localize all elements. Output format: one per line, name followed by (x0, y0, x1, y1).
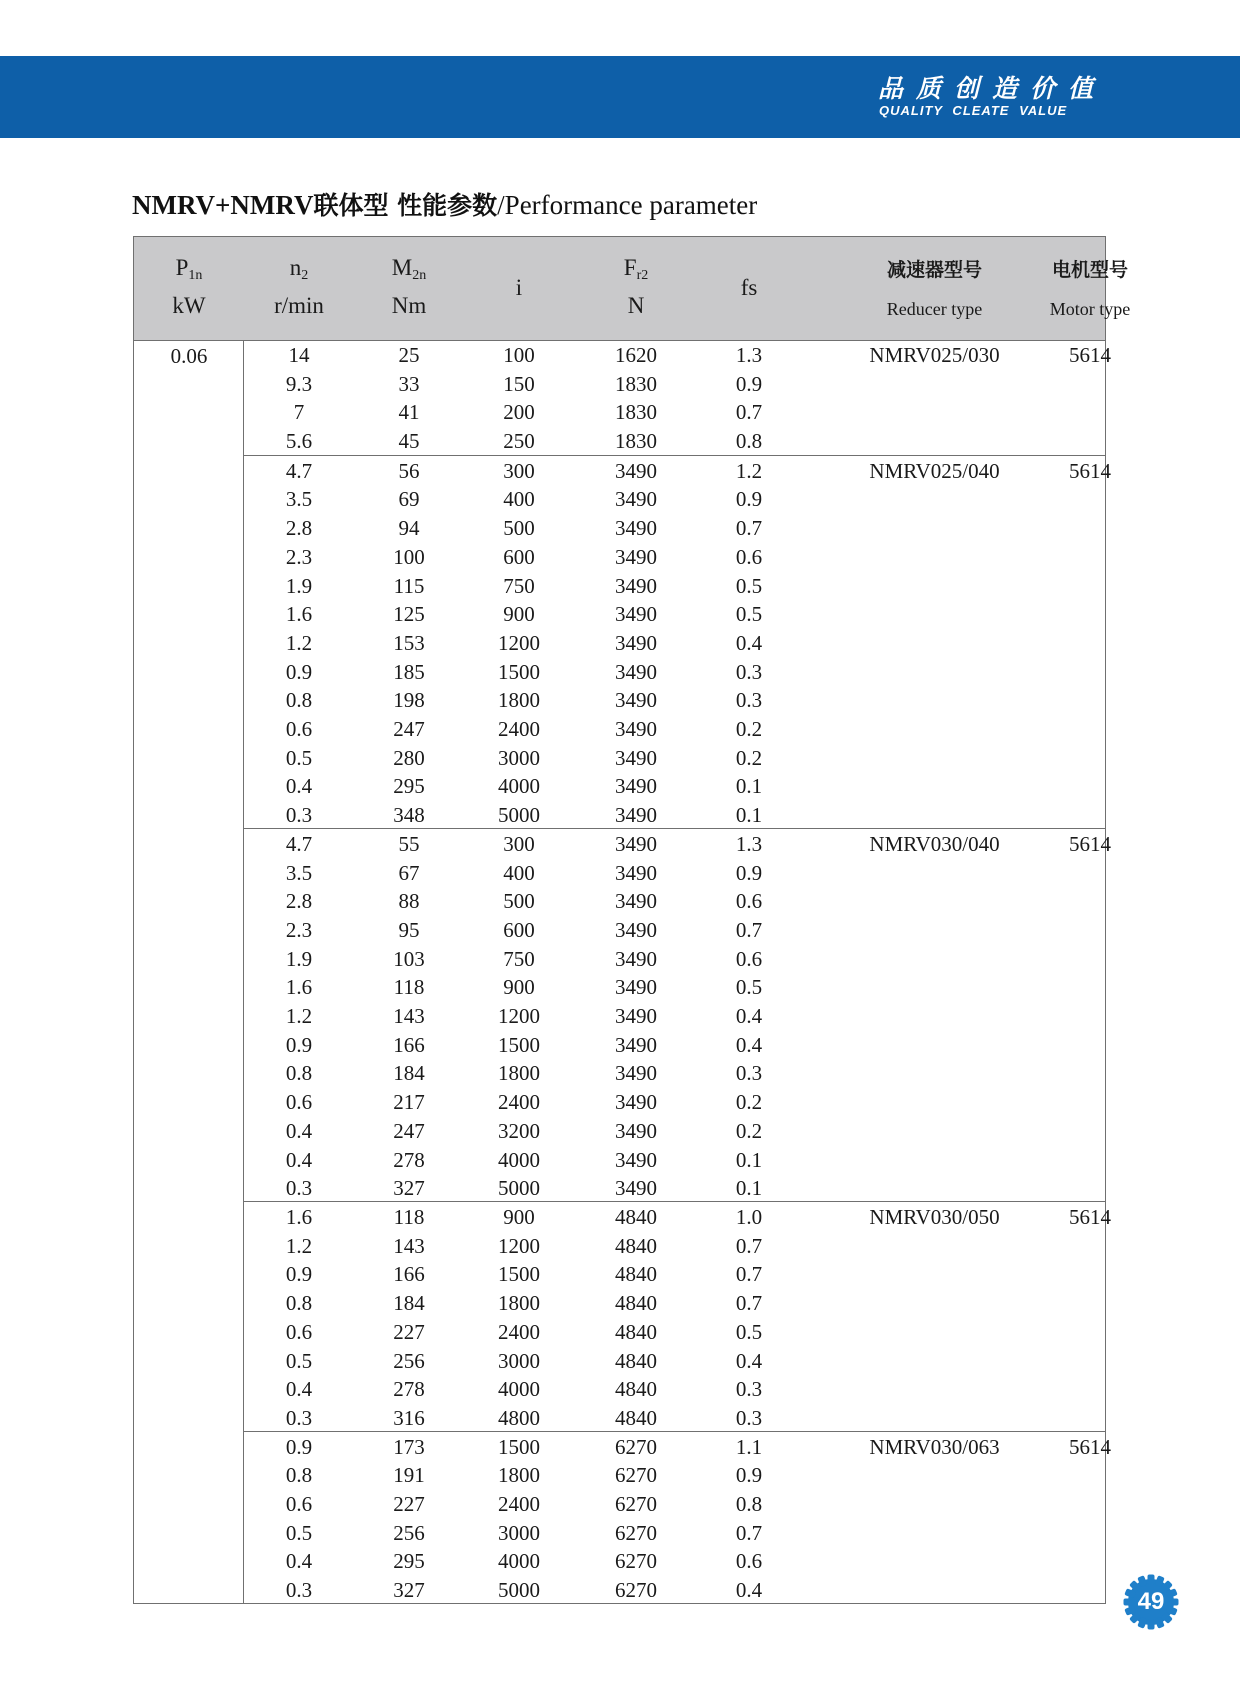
n2-cell: 0.8 (285, 1061, 313, 1086)
fs-cell: 0.7 (735, 1520, 763, 1545)
ratio-cell: 200 (503, 400, 535, 425)
fr2-cell: 3490 (615, 544, 657, 569)
n2-cell: 0.6 (285, 1090, 313, 1115)
ratio-cell: 1800 (498, 1291, 540, 1316)
ratio-cell: 3000 (498, 1348, 540, 1373)
m2n-cell: 295 (393, 774, 425, 799)
ratio-cell: 500 (503, 889, 535, 914)
slogan-english: QUALITY CLEATE VALUE (879, 103, 1068, 118)
ratio-cell: 250 (503, 429, 535, 454)
reducer-group (244, 455, 1111, 828)
m2n-cell: 184 (393, 1061, 425, 1086)
m2n-cell: 56 (398, 458, 420, 483)
table-row (244, 1289, 1105, 1318)
m2n-cell: 198 (393, 688, 425, 713)
ratio-cell: 1800 (498, 1463, 540, 1488)
table-row (244, 514, 1105, 543)
fr2-cell: 6270 (615, 1520, 657, 1545)
reducer-group (244, 1201, 1111, 1431)
table-row (244, 629, 1105, 658)
fr2-cell: 3490 (615, 487, 657, 512)
fs-cell: 0.1 (735, 1176, 763, 1201)
ratio-cell: 300 (503, 831, 535, 856)
m2n-cell: 185 (393, 659, 425, 684)
table-row (244, 398, 1105, 427)
table-row (244, 801, 1105, 830)
n2-cell: 0.4 (285, 1118, 313, 1143)
m2n-cell: 184 (393, 1291, 425, 1316)
fr2-cell: 3490 (615, 860, 657, 885)
motor-type-cell: 5614 (1069, 343, 1111, 367)
fs-cell: 0.9 (735, 1463, 763, 1488)
fr2-cell: 4840 (615, 1291, 657, 1316)
fr2-cell: 4840 (615, 1377, 657, 1402)
motor-type-cell: 5614 (1069, 831, 1111, 856)
m2n-cell: 118 (393, 1205, 425, 1229)
ratio-cell: 600 (503, 544, 535, 569)
n2-cell: 2.8 (285, 889, 313, 914)
ratio-cell: 900 (503, 602, 535, 627)
m2n-cell: 33 (398, 371, 420, 396)
fs-cell: 0.8 (735, 1491, 763, 1516)
fs-cell: 0.4 (735, 1004, 763, 1029)
table-row (244, 457, 1111, 486)
table-row (244, 1117, 1105, 1146)
m2n-cell: 125 (393, 602, 425, 627)
ratio-cell: 1500 (498, 1262, 540, 1287)
table-row (244, 1347, 1105, 1376)
fs-cell: 0.5 (735, 602, 763, 627)
reducer-group (244, 828, 1111, 1201)
m2n-cell: 295 (393, 1549, 425, 1574)
n2-cell: 2.8 (285, 516, 313, 541)
m2n-cell: 278 (393, 1147, 425, 1172)
m2n-cell: 25 (398, 343, 420, 367)
ratio-cell: 1200 (498, 630, 540, 655)
n2-cell: 0.6 (285, 1319, 313, 1344)
table-row (244, 427, 1105, 456)
fr2-cell: 6270 (615, 1578, 657, 1603)
ratio-cell: 4000 (498, 1549, 540, 1574)
fs-cell: 0.5 (735, 1319, 763, 1344)
reducer-group (244, 1431, 1111, 1603)
n2-cell: 1.9 (285, 946, 313, 971)
reducer-type-cell: NMRV030/050 (869, 1205, 1000, 1229)
ratio-cell: 900 (503, 1205, 535, 1229)
m2n-cell: 348 (393, 803, 425, 828)
reducer-type-cell: NMRV025/040 (869, 458, 1000, 483)
reducer-type-cell: NMRV025/030 (869, 343, 1000, 367)
fr2-cell: 6270 (615, 1491, 657, 1516)
fs-cell: 0.3 (735, 1405, 763, 1430)
table-row (244, 1461, 1105, 1490)
fs-cell: 0.4 (735, 1348, 763, 1373)
table-row (244, 1146, 1105, 1175)
table-row (244, 1519, 1105, 1548)
m2n-cell: 41 (398, 400, 420, 425)
table-row (244, 1576, 1105, 1605)
ratio-cell: 600 (503, 917, 535, 942)
slogan-chinese: 品质创造价值 (878, 74, 1107, 103)
m2n-cell: 153 (393, 630, 425, 655)
m2n-cell: 166 (393, 1032, 425, 1057)
fr2-cell: 3490 (615, 1147, 657, 1172)
header-ratio: i (515, 275, 523, 300)
table-header (134, 237, 1131, 341)
n2-cell: 1.9 (285, 573, 313, 598)
table-row (244, 1059, 1105, 1088)
m2n-cell: 247 (393, 717, 425, 742)
reducer-type-cell: NMRV030/040 (869, 831, 1000, 856)
fr2-cell: 4840 (615, 1233, 657, 1258)
n2-cell: 1.6 (285, 602, 313, 627)
table-row (244, 1547, 1105, 1576)
n2-cell: 0.3 (285, 1405, 313, 1430)
table-row (244, 485, 1105, 514)
m2n-cell: 247 (393, 1118, 425, 1143)
table-row (244, 1203, 1111, 1232)
fr2-cell: 3490 (615, 1090, 657, 1115)
m2n-cell: 100 (393, 544, 425, 569)
table-row (244, 916, 1105, 945)
motor-type-cell: 5614 (1069, 1205, 1111, 1229)
fr2-cell: 3490 (615, 630, 657, 655)
fr2-cell: 3490 (615, 458, 657, 483)
table-row (244, 1490, 1105, 1519)
table-row (244, 945, 1105, 974)
m2n-cell: 166 (393, 1262, 425, 1287)
table-row (244, 715, 1105, 744)
n2-cell: 1.2 (285, 1233, 313, 1258)
m2n-cell: 118 (393, 975, 425, 1000)
fr2-cell: 3490 (615, 1032, 657, 1057)
n2-cell: 1.2 (285, 1004, 313, 1029)
m2n-cell: 95 (398, 917, 420, 942)
fs-cell: 0.1 (735, 1147, 763, 1172)
n2-cell: 0.9 (285, 1434, 313, 1459)
ratio-cell: 300 (503, 458, 535, 483)
fs-cell: 0.3 (735, 1061, 763, 1086)
fs-cell: 0.2 (735, 1118, 763, 1143)
m2n-cell: 327 (393, 1176, 425, 1201)
fs-cell: 0.7 (735, 400, 763, 425)
ratio-cell: 4800 (498, 1405, 540, 1430)
header-p1n: $P_{1n}$ kW (172, 255, 206, 318)
m2n-cell: 227 (393, 1319, 425, 1344)
header-m2n: $M_{2n}$ Nm (391, 255, 427, 318)
n2-cell: 2.3 (285, 544, 313, 569)
fr2-cell: 1620 (615, 343, 657, 367)
ratio-cell: 750 (503, 946, 535, 971)
fs-cell: 1.3 (735, 343, 763, 367)
power-column (134, 340, 244, 1603)
ratio-cell: 2400 (498, 717, 540, 742)
fr2-cell: 1830 (615, 371, 657, 396)
n2-cell: 4.7 (285, 458, 313, 483)
ratio-cell: 1200 (498, 1233, 540, 1258)
title-prefix: NMRV+NMRV (132, 190, 314, 220)
ratio-cell: 1800 (498, 1061, 540, 1086)
n2-cell: 9.3 (285, 371, 313, 396)
m2n-cell: 45 (398, 429, 420, 454)
m2n-cell: 143 (393, 1233, 425, 1258)
n2-cell: 0.4 (285, 1549, 313, 1574)
table-row (244, 572, 1105, 601)
fs-cell: 0.4 (735, 1032, 763, 1057)
fr2-cell: 3490 (615, 1004, 657, 1029)
fs-cell: 0.6 (735, 946, 763, 971)
n2-cell: 3.5 (285, 487, 313, 512)
table-row (244, 830, 1111, 859)
m2n-cell: 143 (393, 1004, 425, 1029)
table-row (244, 1433, 1111, 1462)
fs-cell: 0.6 (735, 889, 763, 914)
m2n-cell: 327 (393, 1578, 425, 1603)
m2n-cell: 316 (393, 1405, 425, 1430)
table-row (244, 341, 1111, 370)
table-row (244, 686, 1105, 715)
ratio-cell: 500 (503, 516, 535, 541)
performance-table (133, 236, 1131, 1604)
m2n-cell: 280 (393, 745, 425, 770)
n2-cell: 1.6 (285, 975, 313, 1000)
m2n-cell: 94 (398, 516, 420, 541)
table-row (244, 973, 1105, 1002)
fr2-cell: 3490 (615, 717, 657, 742)
n2-cell: 0.3 (285, 803, 313, 828)
fr2-cell: 1830 (615, 400, 657, 425)
fr2-cell: 3490 (615, 688, 657, 713)
ratio-cell: 4000 (498, 774, 540, 799)
table-row (244, 744, 1105, 773)
table-row (244, 887, 1105, 916)
m2n-cell: 217 (393, 1090, 425, 1115)
n2-cell: 14 (288, 343, 310, 367)
fr2-cell: 3490 (615, 1118, 657, 1143)
table-row (244, 370, 1105, 399)
ratio-cell: 1500 (498, 659, 540, 684)
table-body (134, 340, 1111, 1603)
m2n-cell: 103 (393, 946, 425, 971)
m2n-cell: 227 (393, 1491, 425, 1516)
fs-cell: 0.6 (735, 1549, 763, 1574)
fr2-cell: 1830 (615, 429, 657, 454)
fr2-cell: 3490 (615, 1176, 657, 1201)
n2-cell: 7 (293, 400, 305, 425)
n2-cell: 0.8 (285, 1463, 313, 1488)
n2-cell: 0.6 (285, 717, 313, 742)
fr2-cell: 3490 (615, 831, 657, 856)
fs-cell: 0.5 (735, 573, 763, 598)
fs-cell: 1.3 (735, 831, 763, 856)
reducer-type-cell: NMRV030/063 (869, 1434, 1000, 1459)
fs-cell: 0.3 (735, 659, 763, 684)
table-row (244, 1088, 1105, 1117)
ratio-cell: 900 (503, 975, 535, 1000)
ratio-cell: 750 (503, 573, 535, 598)
table-row (244, 600, 1105, 629)
ratio-cell: 4000 (498, 1377, 540, 1402)
n2-cell: 1.6 (285, 1205, 313, 1229)
fr2-cell: 4840 (615, 1262, 657, 1287)
header-motor-type: 电机型号 Motor type (1049, 259, 1131, 319)
fs-cell: 0.3 (735, 1377, 763, 1402)
table-row (244, 1375, 1105, 1404)
fr2-cell: 6270 (615, 1463, 657, 1488)
fr2-cell: 3490 (615, 975, 657, 1000)
fs-cell: 0.7 (735, 1233, 763, 1258)
table-row (244, 1002, 1105, 1031)
power-value: 0.06 (170, 344, 208, 368)
n2-cell: 1.2 (285, 630, 313, 655)
fr2-cell: 3490 (615, 745, 657, 770)
ratio-cell: 5000 (498, 1176, 540, 1201)
header-reducer-type: 减速器型号 Reducer type (886, 259, 983, 319)
n2-cell: 0.4 (285, 1147, 313, 1172)
m2n-cell: 256 (393, 1348, 425, 1373)
fs-cell: 0.7 (735, 516, 763, 541)
n2-cell: 0.3 (285, 1176, 313, 1201)
fs-cell: 0.1 (735, 803, 763, 828)
fs-cell: 0.1 (735, 774, 763, 799)
m2n-cell: 88 (398, 889, 420, 914)
m2n-cell: 55 (398, 831, 420, 856)
fs-cell: 0.2 (735, 745, 763, 770)
m2n-cell: 173 (393, 1434, 425, 1459)
motor-type-cell: 5614 (1069, 1434, 1111, 1459)
ratio-cell: 4000 (498, 1147, 540, 1172)
fs-cell: 0.6 (735, 544, 763, 569)
fs-cell: 0.9 (735, 860, 763, 885)
n2-cell: 0.9 (285, 659, 313, 684)
table-row (244, 859, 1105, 888)
n2-cell: 5.6 (285, 429, 313, 454)
n2-cell: 0.8 (285, 688, 313, 713)
ratio-cell: 1200 (498, 1004, 540, 1029)
fs-cell: 1.2 (735, 458, 763, 483)
table-row (244, 1318, 1105, 1347)
ratio-cell: 3200 (498, 1118, 540, 1143)
table-row (244, 772, 1105, 801)
n2-cell: 2.3 (285, 917, 313, 942)
n2-cell: 0.8 (285, 1291, 313, 1316)
fr2-cell: 4840 (615, 1405, 657, 1430)
fr2-cell: 3490 (615, 774, 657, 799)
motor-type-cell: 5614 (1069, 458, 1111, 483)
ratio-cell: 1500 (498, 1434, 540, 1459)
ratio-cell: 150 (503, 371, 535, 396)
n2-cell: 0.6 (285, 1491, 313, 1516)
fr2-cell: 4840 (615, 1348, 657, 1373)
fr2-cell: 4840 (615, 1205, 657, 1229)
n2-cell: 0.9 (285, 1262, 313, 1287)
fr2-cell: 3490 (615, 889, 657, 914)
fr2-cell: 4840 (615, 1319, 657, 1344)
table-row (244, 1232, 1105, 1261)
fr2-cell: 3490 (615, 516, 657, 541)
fs-cell: 0.7 (735, 1262, 763, 1287)
header-fr2: $F_{r2}$ N (623, 255, 649, 318)
n2-cell: 0.9 (285, 1032, 313, 1057)
fr2-cell: 3490 (615, 946, 657, 971)
fs-cell: 0.7 (735, 1291, 763, 1316)
fs-cell: 0.9 (735, 487, 763, 512)
n2-cell: 4.7 (285, 831, 313, 856)
n2-cell: 0.3 (285, 1578, 313, 1603)
ratio-cell: 100 (503, 343, 535, 367)
fs-cell: 1.0 (735, 1205, 763, 1229)
fr2-cell: 3490 (615, 917, 657, 942)
n2-cell: 0.4 (285, 774, 313, 799)
table-row (244, 658, 1105, 687)
table-row (244, 1174, 1105, 1203)
fs-cell: 1.1 (735, 1434, 763, 1459)
m2n-cell: 115 (393, 573, 425, 598)
fs-cell: 0.4 (735, 630, 763, 655)
n2-cell: 3.5 (285, 860, 313, 885)
fr2-cell: 3490 (615, 803, 657, 828)
ratio-cell: 5000 (498, 803, 540, 828)
fs-cell: 0.7 (735, 917, 763, 942)
reducer-group (244, 340, 1111, 455)
fs-cell: 0.9 (735, 371, 763, 396)
n2-cell: 0.4 (285, 1377, 313, 1402)
fs-cell: 0.2 (735, 717, 763, 742)
ratio-cell: 1800 (498, 688, 540, 713)
m2n-cell: 69 (398, 487, 420, 512)
ratio-cell: 2400 (498, 1090, 540, 1115)
m2n-cell: 67 (398, 860, 420, 885)
fr2-cell: 6270 (615, 1434, 657, 1459)
fs-cell: 0.2 (735, 1090, 763, 1115)
n2-cell: 0.5 (285, 1348, 313, 1373)
header-n2: $n_2$ r/min (274, 255, 324, 318)
ratio-cell: 2400 (498, 1491, 540, 1516)
fr2-cell: 3490 (615, 1061, 657, 1086)
table-row (244, 1404, 1105, 1433)
ratio-cell: 5000 (498, 1578, 540, 1603)
table-row (244, 1031, 1105, 1060)
fr2-cell: 3490 (615, 659, 657, 684)
page-number: 49 (1137, 1588, 1165, 1615)
m2n-cell: 256 (393, 1520, 425, 1545)
page-title (132, 186, 757, 222)
ratio-cell: 2400 (498, 1319, 540, 1344)
fs-cell: 0.3 (735, 688, 763, 713)
fs-cell: 0.4 (735, 1578, 763, 1603)
fr2-cell: 6270 (615, 1549, 657, 1574)
m2n-cell: 191 (393, 1463, 425, 1488)
title-chinese: 联体型 性能参数 (313, 191, 498, 220)
n2-cell: 0.5 (285, 1520, 313, 1545)
ratio-cell: 3000 (498, 1520, 540, 1545)
header-fs: fs (740, 275, 758, 300)
ratio-cell: 400 (503, 487, 535, 512)
ratio-cell: 3000 (498, 745, 540, 770)
fr2-cell: 3490 (615, 602, 657, 627)
n2-cell: 0.5 (285, 745, 313, 770)
fr2-cell: 3490 (615, 573, 657, 598)
m2n-cell: 278 (393, 1377, 425, 1402)
table-row (244, 1260, 1105, 1289)
table-row (244, 543, 1105, 572)
title-english: /Performance parameter (497, 190, 758, 220)
ratio-cell: 1500 (498, 1032, 540, 1057)
ratio-cell: 400 (503, 860, 535, 885)
fs-cell: 0.8 (735, 429, 763, 454)
fs-cell: 0.5 (735, 975, 763, 1000)
